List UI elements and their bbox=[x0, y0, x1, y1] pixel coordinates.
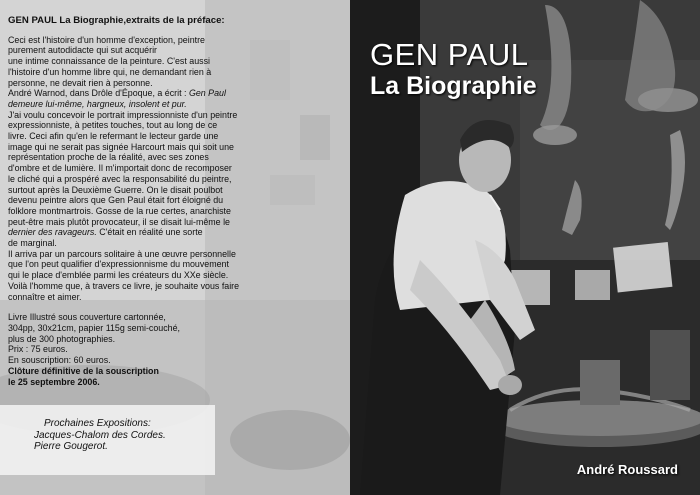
exhibition-item: Pierre Gougerot. bbox=[34, 441, 108, 452]
text-line: J'ai voulu concevoir le portrait impressionniste d'un peintre bbox=[8, 109, 238, 120]
cover-title-line-2: La Biographie bbox=[370, 72, 537, 100]
book-detail-line: 304pp, 30x21cm, papier 115g semi-couché, bbox=[8, 322, 181, 333]
front-cover bbox=[350, 0, 700, 495]
text-line: livre. Ceci afin qu'en le refermant le lecteur garde une bbox=[8, 131, 219, 142]
cover-author: André Roussard bbox=[576, 462, 678, 477]
back-cover-heading: GEN PAUL La Biographie,extraits de la préface: bbox=[8, 15, 225, 26]
text-line: qui le place d'emblée parmi les créateurs du XXe siècle. bbox=[8, 270, 229, 281]
text-line: peut-être mais plutôt provocateur, il se disait lui-même le bbox=[8, 216, 230, 227]
text-line: Voilà l'homme que, à travers ce livre, je souhaite vous faire bbox=[8, 280, 240, 291]
quote-intro: André Warnod, dans Drôle d'Époque, a écrit : bbox=[8, 88, 189, 99]
text-line: que l'on peut qualifier d'expressionnisme du mouvement bbox=[8, 259, 229, 270]
text-line: de marginal. bbox=[8, 238, 57, 249]
text-line: devenu peintre alors que Gen Paul était fort éloigné du bbox=[8, 195, 224, 206]
text-line: surtout après la Deuxième Guerre. On le disait poulbot bbox=[8, 184, 223, 195]
subscription-deadline-date: le 25 septembre 2006. bbox=[8, 376, 100, 387]
subscription-price-line: En souscription: 60 euros. bbox=[8, 355, 111, 366]
text-line: image qui ne serait pas signée Harcourt mais qui soit une bbox=[8, 141, 234, 152]
text-line: expressionniste, à petites touches, tout au long de ce bbox=[8, 120, 218, 131]
ravageurs-rest: C'était en réalité une sorte bbox=[96, 227, 203, 238]
text-line bbox=[8, 227, 304, 238]
text-line: l'histoire d'un homme libre qui, ne demandant rien à bbox=[8, 66, 212, 77]
book-detail-line: Livre Illustré sous couverture cartonnée, bbox=[8, 312, 166, 323]
quote-line bbox=[8, 88, 304, 99]
text-line: d'ombre et de lumière. Il m'importait donc de recomposer bbox=[8, 163, 232, 174]
subscription-deadline: Clôture définitive de la souscription bbox=[8, 365, 159, 376]
text-line: purement autodidacte qui sut acquérir bbox=[8, 45, 157, 56]
cover-title-line-1: GEN PAUL bbox=[370, 37, 529, 72]
text-line: une intime connaissance de la peinture. C'est aussi bbox=[8, 56, 210, 67]
exhibitions-note bbox=[34, 418, 166, 453]
text-line: le cliché qui a prospéré avec la responsabilité du peintre, bbox=[8, 173, 232, 184]
exhibition-item: Jacques-Chalom des Cordes. bbox=[34, 429, 166, 441]
quote-text: Gen Paul bbox=[188, 88, 226, 99]
text-line: représentation proche de la réalité, avec ses zones bbox=[8, 152, 209, 163]
ravageurs-italic: dernier des ravageurs. bbox=[8, 227, 97, 238]
back-cover-text bbox=[8, 16, 304, 387]
text-line: connaître et aimer. bbox=[8, 291, 82, 302]
text-line: personne, ne devait rien à personne. bbox=[8, 77, 153, 88]
cover-title bbox=[370, 38, 537, 100]
book-detail-line: plus de 300 photographies. bbox=[8, 333, 116, 344]
exhibitions-title: Prochaines Expositions: bbox=[44, 418, 151, 429]
text-line: folklore montmartrois. Gosse de la rue certes, anarchiste bbox=[8, 205, 231, 216]
text-line: Ceci est l'histoire d'un homme d'exception, peintre bbox=[8, 34, 205, 45]
quote-line: demeure lui-même, hargneux, insolent et pur. bbox=[8, 98, 187, 109]
price-line: Prix : 75 euros. bbox=[8, 344, 68, 355]
text-line: Il arriva par un parcours solitaire à une œuvre personnelle bbox=[8, 248, 236, 259]
